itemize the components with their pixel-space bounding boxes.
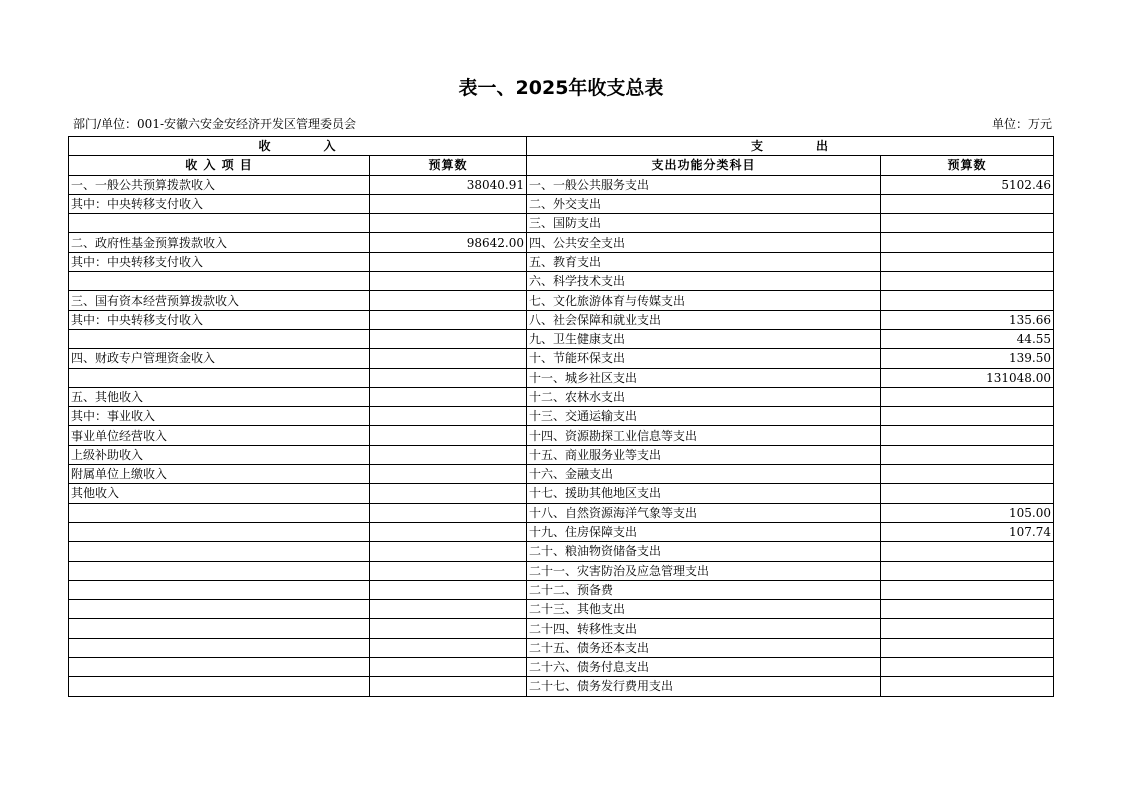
- expense-item-cell: 五、教育支出: [527, 252, 881, 271]
- table-row: [69, 619, 1054, 638]
- expense-amount-cell: [881, 233, 1054, 252]
- expense-amount-cell: [881, 387, 1054, 406]
- expense-amount-cell: [881, 194, 1054, 213]
- table-column-header-row: [69, 156, 1054, 175]
- income-amount-cell: [370, 194, 527, 213]
- income-amount-cell: [370, 561, 527, 580]
- income-amount-cell: [370, 677, 527, 696]
- expense-amount-cell: [881, 252, 1054, 271]
- expense-amount-cell: 105.00: [881, 503, 1054, 522]
- table-group-header-row: [69, 137, 1054, 156]
- expense-item-cell: 六、科学技术支出: [527, 272, 881, 291]
- expense-item-cell: 十三、交通运输支出: [527, 407, 881, 426]
- expense-item-cell: 二十六、债务付息支出: [527, 658, 881, 677]
- expense-amount-cell: [881, 542, 1054, 561]
- income-amount-cell: [370, 252, 527, 271]
- table-row: [69, 445, 1054, 464]
- table-row: [69, 252, 1054, 271]
- department-label: 部门/单位：001-安徽六安金安经济开发区管理委员会: [73, 117, 357, 131]
- expense-item-cell: 二、外交支出: [527, 194, 881, 213]
- table-row: [69, 484, 1054, 503]
- table-row: [69, 387, 1054, 406]
- table-row: [69, 658, 1054, 677]
- income-amount-cell: 98642.00: [370, 233, 527, 252]
- expense-item-cell: 二十、粮油物资储备支出: [527, 542, 881, 561]
- expense-amount-cell: 135.66: [881, 310, 1054, 329]
- expense-amount-cell: [881, 677, 1054, 696]
- table-row: [69, 349, 1054, 368]
- expense-amount-cell: 139.50: [881, 349, 1054, 368]
- table-body: [69, 175, 1054, 696]
- income-amount-cell: 38040.91: [370, 175, 527, 194]
- income-item-cell: 五、其他收入: [69, 387, 370, 406]
- income-item-cell: 附属单位上缴收入: [69, 465, 370, 484]
- expense-amount-cell: [881, 600, 1054, 619]
- income-amount-cell: [370, 542, 527, 561]
- income-amount-cell: [370, 522, 527, 541]
- expense-amount-cell: [881, 272, 1054, 291]
- income-item-cell: [69, 329, 370, 348]
- expense-item-cell: 三、国防支出: [527, 214, 881, 233]
- table-row: [69, 503, 1054, 522]
- income-amount-header: 预算数: [370, 156, 527, 175]
- income-item-cell: [69, 561, 370, 580]
- table-row: [69, 310, 1054, 329]
- income-item-cell: 二、政府性基金预算拨款收入: [69, 233, 370, 252]
- table-row: [69, 368, 1054, 387]
- income-amount-cell: [370, 619, 527, 638]
- income-item-cell: 其中：中央转移支付收入: [69, 310, 370, 329]
- income-amount-cell: [370, 445, 527, 464]
- income-item-cell: [69, 658, 370, 677]
- expense-amount-cell: 5102.46: [881, 175, 1054, 194]
- income-amount-cell: [370, 387, 527, 406]
- expense-item-cell: 十一、城乡社区支出: [527, 368, 881, 387]
- income-amount-cell: [370, 407, 527, 426]
- expense-amount-cell: [881, 445, 1054, 464]
- income-amount-cell: [370, 272, 527, 291]
- expense-amount-cell: [881, 580, 1054, 599]
- expense-item-cell: 二十四、转移性支出: [527, 619, 881, 638]
- income-amount-cell: [370, 368, 527, 387]
- expense-amount-cell: 131048.00: [881, 368, 1054, 387]
- expense-item-cell: 十六、金融支出: [527, 465, 881, 484]
- expense-amount-cell: [881, 214, 1054, 233]
- income-item-cell: [69, 214, 370, 233]
- table-row: [69, 272, 1054, 291]
- income-item-cell: [69, 677, 370, 696]
- table-row: [69, 407, 1054, 426]
- income-item-cell: [69, 619, 370, 638]
- expense-item-header: 支出功能分类科目: [527, 156, 881, 175]
- expense-item-cell: 十七、援助其他地区支出: [527, 484, 881, 503]
- expense-item-cell: 十八、自然资源海洋气象等支出: [527, 503, 881, 522]
- expense-amount-cell: [881, 619, 1054, 638]
- expense-item-cell: 二十二、预备费: [527, 580, 881, 599]
- expense-item-cell: 十二、农林水支出: [527, 387, 881, 406]
- table-row: [69, 600, 1054, 619]
- income-group-header: 收 入: [69, 137, 527, 156]
- expense-item-cell: 二十七、债务发行费用支出: [527, 677, 881, 696]
- budget-summary-table: [68, 136, 1054, 697]
- income-item-cell: 三、国有资本经营预算拨款收入: [69, 291, 370, 310]
- table-row: [69, 522, 1054, 541]
- income-item-header: 收 入 项 目: [69, 156, 370, 175]
- expense-amount-cell: 44.55: [881, 329, 1054, 348]
- table-row: [69, 465, 1054, 484]
- income-item-cell: [69, 522, 370, 541]
- expense-amount-cell: 107.74: [881, 522, 1054, 541]
- income-item-cell: [69, 638, 370, 657]
- table-row: [69, 426, 1054, 445]
- income-item-cell: 其中：事业收入: [69, 407, 370, 426]
- income-amount-cell: [370, 465, 527, 484]
- income-item-cell: [69, 580, 370, 599]
- expense-amount-cell: [881, 658, 1054, 677]
- income-amount-cell: [370, 503, 527, 522]
- income-amount-cell: [370, 484, 527, 503]
- expense-item-cell: 十、节能环保支出: [527, 349, 881, 368]
- expense-item-cell: 十九、住房保障支出: [527, 522, 881, 541]
- income-item-cell: 一、一般公共预算拨款收入: [69, 175, 370, 194]
- expense-amount-cell: [881, 407, 1054, 426]
- table-row: [69, 542, 1054, 561]
- expense-amount-cell: [881, 465, 1054, 484]
- expense-item-cell: 九、卫生健康支出: [527, 329, 881, 348]
- expense-item-cell: 八、社会保障和就业支出: [527, 310, 881, 329]
- expense-item-cell: 四、公共安全支出: [527, 233, 881, 252]
- unit-label: 单位：万元: [991, 117, 1052, 131]
- income-item-cell: 其他收入: [69, 484, 370, 503]
- income-item-cell: 上级补助收入: [69, 445, 370, 464]
- table-row: [69, 291, 1054, 310]
- income-item-cell: 其中：中央转移支付收入: [69, 252, 370, 271]
- table-row: [69, 194, 1054, 213]
- expense-group-header: 支 出: [527, 137, 1054, 156]
- income-item-cell: [69, 368, 370, 387]
- income-amount-cell: [370, 426, 527, 445]
- income-item-cell: [69, 600, 370, 619]
- expense-item-cell: 七、文化旅游体育与传媒支出: [527, 291, 881, 310]
- expense-item-cell: 二十三、其他支出: [527, 600, 881, 619]
- expense-item-cell: 二十五、债务还本支出: [527, 638, 881, 657]
- table-row: [69, 580, 1054, 599]
- income-amount-cell: [370, 329, 527, 348]
- expense-item-cell: 十四、资源勘探工业信息等支出: [527, 426, 881, 445]
- income-amount-cell: [370, 349, 527, 368]
- expense-amount-cell: [881, 484, 1054, 503]
- income-amount-cell: [370, 638, 527, 657]
- table-row: [69, 214, 1054, 233]
- table-row: [69, 329, 1054, 348]
- table-row: [69, 561, 1054, 580]
- income-amount-cell: [370, 310, 527, 329]
- income-item-cell: [69, 272, 370, 291]
- table-row: [69, 233, 1054, 252]
- table-row: [69, 175, 1054, 194]
- expense-item-cell: 二十一、灾害防治及应急管理支出: [527, 561, 881, 580]
- income-amount-cell: [370, 291, 527, 310]
- income-amount-cell: [370, 658, 527, 677]
- income-amount-cell: [370, 214, 527, 233]
- expense-amount-cell: [881, 426, 1054, 445]
- expense-item-cell: 一、一般公共服务支出: [527, 175, 881, 194]
- page-title: 表一、2025年收支总表: [458, 77, 664, 99]
- expense-amount-header: 预算数: [881, 156, 1054, 175]
- expense-amount-cell: [881, 638, 1054, 657]
- income-amount-cell: [370, 600, 527, 619]
- income-item-cell: 事业单位经营收入: [69, 426, 370, 445]
- expense-item-cell: 十五、商业服务业等支出: [527, 445, 881, 464]
- income-item-cell: 其中：中央转移支付收入: [69, 194, 370, 213]
- table-row: [69, 638, 1054, 657]
- expense-amount-cell: [881, 561, 1054, 580]
- table-row: [69, 677, 1054, 696]
- income-item-cell: 四、财政专户管理资金收入: [69, 349, 370, 368]
- expense-amount-cell: [881, 291, 1054, 310]
- income-item-cell: [69, 503, 370, 522]
- income-amount-cell: [370, 580, 527, 599]
- income-item-cell: [69, 542, 370, 561]
